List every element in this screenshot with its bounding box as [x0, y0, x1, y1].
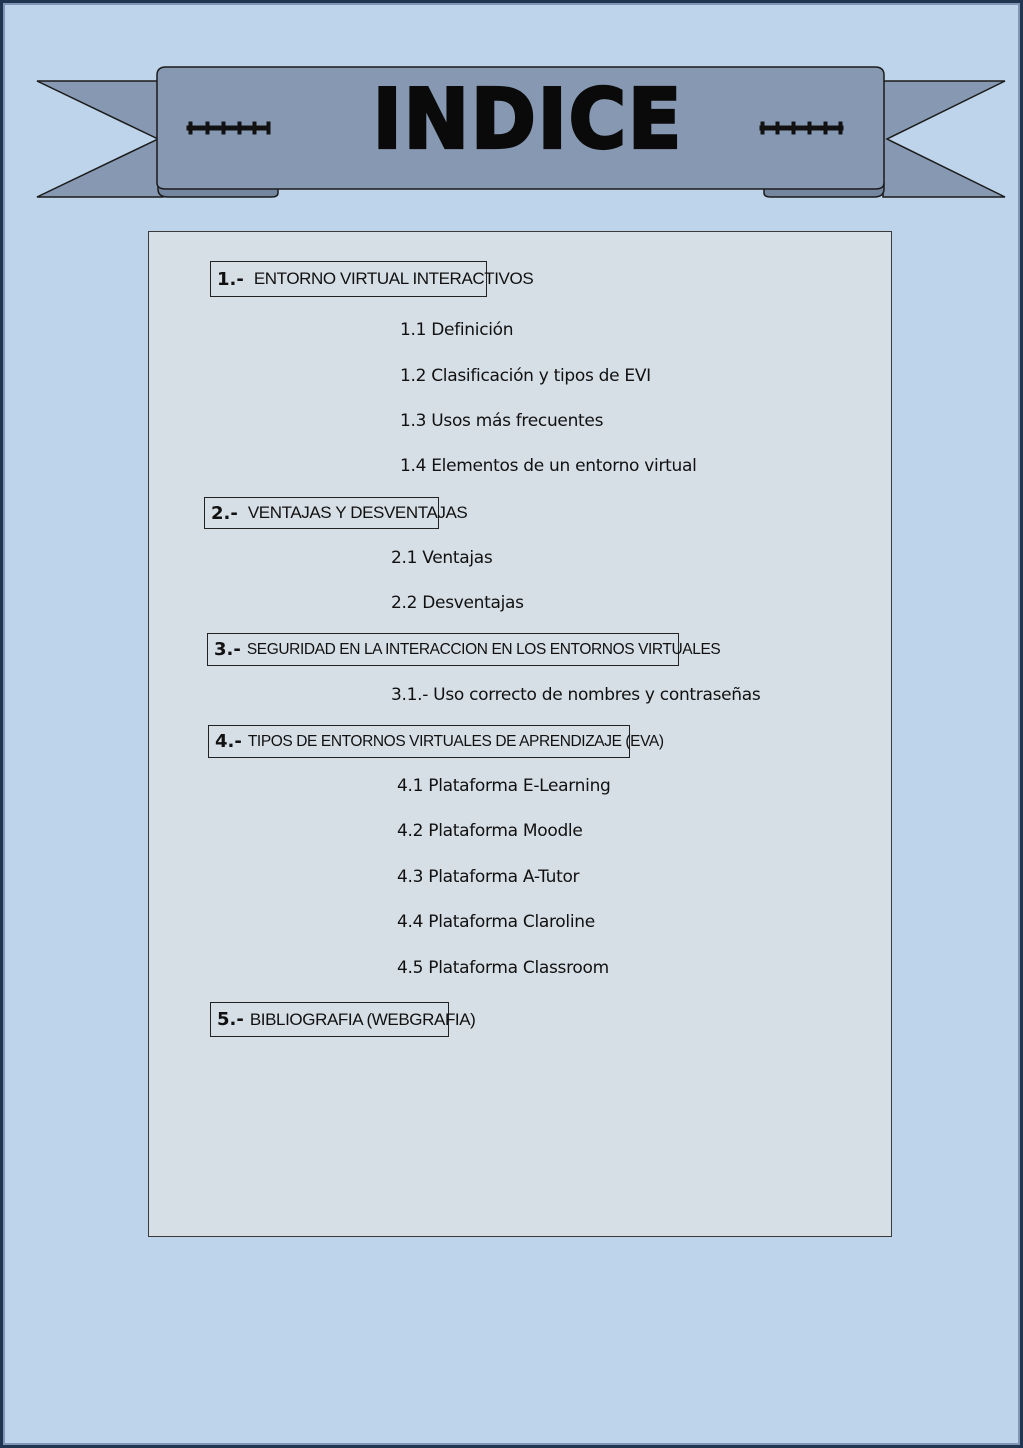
toc-item-4-5[interactable]: 4.5 Plataforma Classroom	[397, 958, 609, 978]
toc-item-3-1[interactable]: 3.1.- Uso correcto de nombres y contraseñas	[391, 685, 761, 705]
section-title: TIPOS DE ENTORNOS VIRTUALES DE APRENDIZAJE (EVA)	[247, 732, 664, 750]
toc-item-1-4[interactable]: 1.4 Elementos de un entorno virtual	[400, 456, 697, 476]
toc-section-5[interactable]	[210, 1002, 476, 1037]
section-number: 4.-	[215, 731, 242, 752]
toc-item-4-1[interactable]: 4.1 Plataforma E-Learning	[397, 776, 611, 796]
section-title: ENTORNO VIRTUAL INTERACTIVOS	[253, 269, 534, 288]
toc-section-1[interactable]	[210, 261, 534, 297]
toc-item-4-4[interactable]: 4.4 Plataforma Claroline	[397, 912, 595, 932]
toc-item-1-2[interactable]: 1.2 Clasificación y tipos de EVI	[400, 366, 651, 386]
ribbon-left-tail	[37, 81, 163, 197]
page-title: INDICE	[372, 72, 684, 168]
section-number: 1.-	[217, 268, 244, 290]
toc-section-2[interactable]	[204, 497, 468, 529]
section-title: VENTAJAS Y DESVENTAJAS	[247, 503, 468, 522]
section-number: 3.-	[214, 639, 241, 660]
ribbon-right-tail	[883, 81, 1005, 197]
toc-item-4-2[interactable]: 4.2 Plataforma Moodle	[397, 821, 583, 841]
toc-item-4-3[interactable]: 4.3 Plataforma A-Tutor	[397, 867, 580, 887]
toc-item-2-1[interactable]: 2.1 Ventajas	[391, 548, 493, 568]
section-title: BIBLIOGRAFIA (WEBGRAFIA)	[249, 1009, 476, 1029]
section-number: 5.-	[217, 1009, 244, 1030]
section-title: SEGURIDAD EN LA INTERACCION EN LOS ENTORNOS VIRTUALES	[246, 640, 721, 658]
section-number: 2.-	[211, 502, 238, 524]
toc-section-3[interactable]	[207, 633, 721, 666]
toc-item-2-2[interactable]: 2.2 Desventajas	[391, 593, 524, 613]
toc-item-1-1[interactable]: 1.1 Definición	[400, 320, 514, 340]
toc-item-1-3[interactable]: 1.3 Usos más frecuentes	[400, 411, 604, 431]
toc-section-4[interactable]	[208, 725, 664, 758]
